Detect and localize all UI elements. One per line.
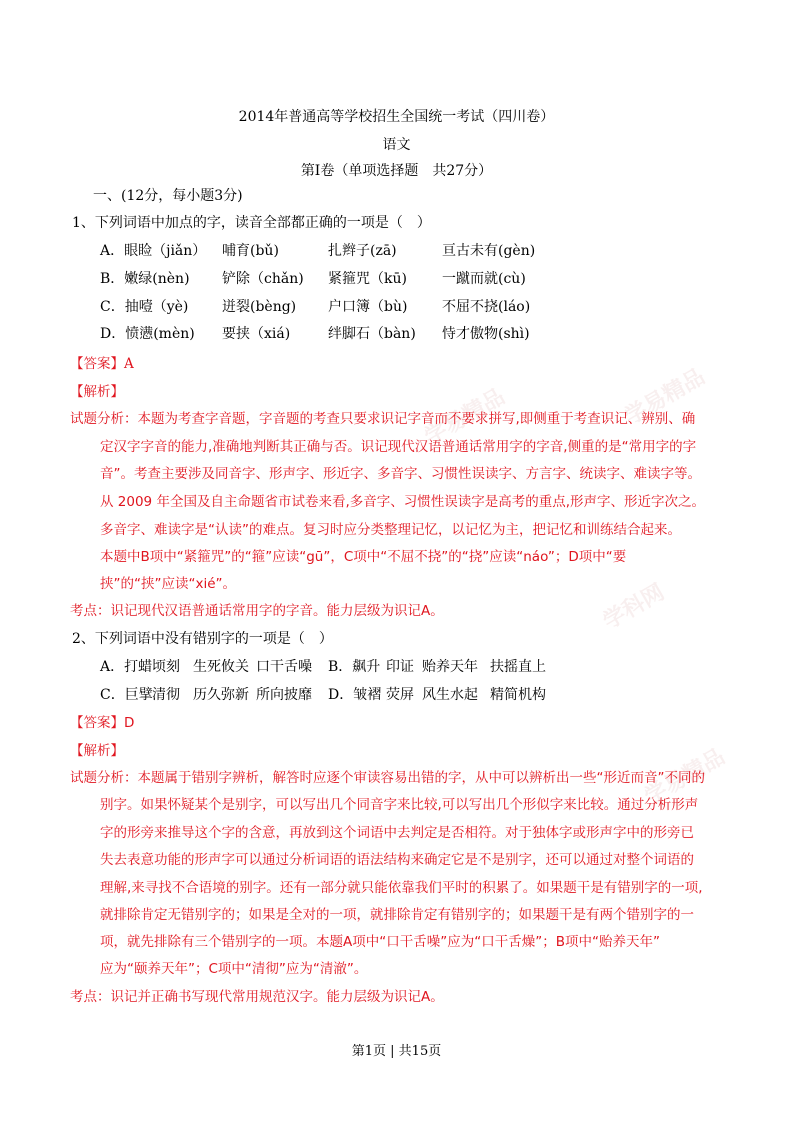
analysis-2-line: 项，就先排除有三个错别字的一项。本题A项中“口干舌噪”应为“口干舌燥”；B项中“贻养天年”	[100, 934, 660, 950]
option-d-1: D．愤懑(mèn)	[100, 326, 195, 342]
option-b-4: 一蹴而就(cù)	[442, 271, 526, 287]
option-b-2: 印证	[386, 659, 414, 675]
analysis-2-line: 失去表意功能的形声字可以通过分析词语的语法结构来确定它是不是别字，还可以通过对整个词语的	[100, 852, 694, 868]
option-a-4: 口干舌噪	[256, 659, 312, 675]
option-b-3: 贻养天年	[422, 659, 478, 675]
section-heading: 第Ⅰ卷（单项选择题 共27分）	[300, 163, 493, 179]
answer-value: D	[124, 715, 135, 731]
option-a-2: 顷刻	[152, 659, 180, 675]
option-b-4: 扶摇直上	[490, 659, 546, 675]
analysis-1-line: 从 2009 年全国及自主命题省市试卷来看,多音字、习惯性误读字是高考的重点,形声字、形近字次之。	[100, 494, 706, 510]
answer-2	[70, 711, 134, 731]
option-c-3: 历久弥新	[193, 687, 249, 703]
page-footer: 第1页 | 共15页	[351, 1044, 442, 1059]
option-d-2: 荧屏	[386, 687, 414, 703]
option-b-1: B．飙升	[328, 659, 381, 675]
option-a-4: 亘古未有(gèn)	[442, 243, 536, 259]
watermark: 学科网	[599, 579, 669, 635]
watermark: 学易精品	[620, 364, 710, 431]
analysis-2-line: 就排除肯定无错别字的；如果是全对的一项，就排除肯定有错别字的；如果题干是有两个错别字的一	[100, 907, 694, 923]
analysis-1-line: 定汉字字音的能力,准确地判断其正确与否。识记现代汉语普通话常用字的字音,侧重的是“常用字的字	[100, 439, 697, 455]
option-b-1: B．嫩绿(nèn)	[100, 271, 190, 287]
option-b-2: 铲除（chǎn)	[222, 271, 304, 287]
option-d-3: 风生水起	[422, 687, 478, 703]
analysis-1-line: 挟”的“挟”应读“xié”。	[100, 576, 237, 592]
option-a-1: A．打蜡	[100, 659, 153, 675]
analysis-2-line: 理解,来寻找不合语境的别字。还有一部分就只能依靠我们平时的积累了。如果题干是有错别字的一项,	[100, 880, 703, 896]
kaodian-2: 考点：识记并正确书写现代常用规范汉字。能力层级为识记A。	[70, 989, 444, 1005]
option-c-4: 所向披靡	[256, 687, 312, 703]
option-c-3: 户口簿（bù)	[328, 299, 408, 315]
exam-subject: 语文	[382, 137, 411, 153]
option-a-3: 扎辫子(zā)	[328, 243, 397, 259]
analysis-1-label: 【解析】	[70, 384, 124, 400]
option-d-2: 要挟（xiá)	[222, 326, 291, 342]
kaodian-1: 考点：识记现代汉语普通话常用字的字音。能力层级为识记A。	[70, 603, 444, 619]
option-d-4: 精简机构	[490, 687, 546, 703]
option-a-2: 哺育(bǔ)	[222, 243, 279, 259]
analysis-2-line: 应为“颐养天年”；C项中“清彻”应为“清澈”。	[100, 961, 368, 977]
answer-label: 【答案】	[70, 715, 124, 731]
answer-label: 【答案】	[70, 356, 124, 372]
answer-1	[70, 352, 134, 372]
analysis-1-line: 试题分析：本题为考查字音题，字音题的考查只要求识记字音而不要求拼写,即侧重于考查识记、辨别、确	[70, 411, 696, 427]
analysis-1-line: 多音字、难读字是“认读”的难点。复习时应分类整理记忆，以记忆为主，把记忆和训练结合起来。	[100, 522, 681, 538]
option-b-3: 紧箍咒（kū)	[328, 271, 407, 287]
analysis-2-label: 【解析】	[70, 743, 124, 759]
exam-title: 2014年普通高等学校招生全国统一考试（四川卷）	[238, 109, 555, 125]
option-c-1: C．抽噎（yè)	[100, 299, 189, 315]
option-c-2: 清彻	[152, 687, 180, 703]
option-d-3: 绊脚石（bàn)	[328, 326, 416, 342]
watermark: 学易精品	[640, 744, 730, 811]
option-a-3: 生死攸关	[193, 659, 249, 675]
option-c-1: C．巨擘	[100, 687, 153, 703]
question-2-stem: 2、下列词语中没有错别字的一项是（ ）	[72, 631, 333, 647]
answer-value: A	[124, 356, 134, 372]
part-heading: 一、(12分，每小题3分)	[93, 188, 243, 204]
analysis-2-line: 字的形旁来推导这个字的含意，再放到这个词语中去判定是否相符。对于独体字或形声字中的形旁已	[100, 825, 694, 841]
analysis-2-line: 别字。如果怀疑某个是别字，可以写出几个同音字来比较,可以写出几个形似字来比较。通过分析形声	[100, 797, 699, 813]
option-c-2: 迸裂(bèng)	[222, 299, 297, 315]
watermark: 学易精品	[420, 384, 510, 451]
question-1-stem: 1、下列词语中加点的字，读音全部都正确的一项是（ ）	[72, 215, 431, 231]
analysis-2-line: 试题分析：本题属于错别字辨析，解答时应逐个审读容易出错的字，从中可以辨析出一些“形近而音”不同的	[70, 770, 705, 786]
option-d-4: 恃才傲物(shì)	[442, 326, 530, 342]
option-c-4: 不屈不挠(láo)	[442, 299, 531, 315]
option-a-1: A．眼睑（jiǎn）	[100, 243, 207, 259]
analysis-1-line: 音”。考查主要涉及同音字、形声字、形近字、多音字、习惯性误读字、方言字、统读字、难读字等。	[100, 466, 701, 482]
analysis-1-line: 本题中B项中“紧箍咒”的“箍”应读“gū”，C项中“不屈不挠”的“挠”应读“náo”；D项中“要	[100, 549, 627, 565]
option-d-1: D．皱褶	[328, 687, 382, 703]
